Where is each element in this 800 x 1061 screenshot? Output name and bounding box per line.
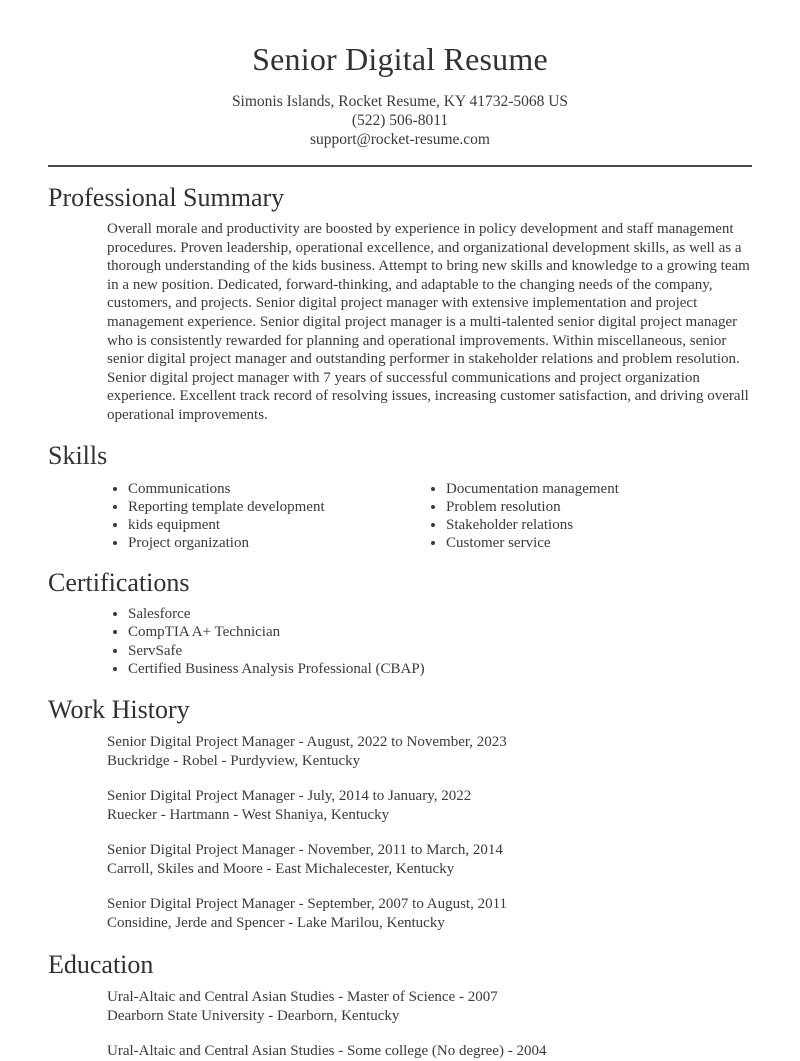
- skill-item: • Reporting template development: [128, 498, 425, 516]
- job-company-line: Carroll, Skiles and Moore - East Michalecester, Kentucky: [107, 860, 455, 877]
- job-company-line: Buckridge - Robel - Purdyview, Kentucky: [107, 752, 361, 769]
- work-history-entry: [107, 787, 752, 825]
- skill-item: • Documentation management: [446, 480, 619, 498]
- skills-columns: [107, 478, 752, 552]
- contact-phone: (522) 506-8011: [351, 112, 449, 129]
- work-history-entry: [107, 841, 752, 879]
- certification-item: • Certified Business Analysis Professional (CBAP): [128, 660, 752, 679]
- contact-email: support@rocket-resume.com: [310, 131, 490, 148]
- education-school-line: Dearborn State University - Dearborn, Kentucky: [107, 1007, 400, 1024]
- section-education: [48, 949, 752, 1061]
- skills-column-2: [425, 480, 619, 552]
- certification-item: • Salesforce: [128, 605, 752, 624]
- work-history-entry: [107, 895, 752, 933]
- resume-header: [48, 40, 752, 149]
- certifications-list: [107, 605, 752, 679]
- work-history-heading: Work History: [48, 694, 190, 724]
- contact-address: Simonis Islands, Rocket Resume, KY 41732-5068 US: [231, 93, 569, 110]
- section-professional-summary: [48, 182, 752, 425]
- skill-item: • Customer service: [446, 534, 619, 552]
- certification-item: • CompTIA A+ Technician: [128, 623, 752, 642]
- job-company-line: Considine, Jerde and Spencer - Lake Marilou, Kentucky: [107, 914, 445, 931]
- education-degree-line: Ural-Altaic and Central Asian Studies - Master of Science - 2007: [107, 988, 498, 1005]
- job-title-line: Senior Digital Project Manager - August, 2022 to November, 2023: [107, 733, 507, 750]
- job-title-line: Senior Digital Project Manager - September, 2007 to August, 2011: [107, 895, 508, 912]
- skills-heading: Skills: [48, 440, 108, 470]
- education-entry: [107, 1042, 752, 1061]
- certification-item: • ServSafe: [128, 642, 752, 661]
- section-skills: [48, 440, 752, 552]
- certifications-heading: Certifications: [48, 567, 190, 597]
- professional-summary-heading: Professional Summary: [48, 183, 285, 212]
- skill-item: • Project organization: [128, 534, 425, 552]
- header-divider: [48, 165, 752, 167]
- education-entry: [107, 988, 752, 1026]
- skill-item: • Communications: [128, 480, 425, 498]
- job-title-line: Senior Digital Project Manager - November, 2011 to March, 2014: [107, 841, 503, 858]
- skill-item: • Problem resolution: [446, 498, 619, 516]
- section-work-history: [48, 694, 752, 933]
- work-history-entry: [107, 733, 752, 771]
- skill-item: • Stakeholder relations: [446, 516, 619, 534]
- education-degree-line: Ural-Altaic and Central Asian Studies - Some college (No degree) - 2004: [107, 1042, 547, 1059]
- professional-summary-text: Overall morale and productivity are boosted by experience in policy development and staff management procedures. Proven leadership, operational excellence, and organizational development skills, as well as a thorough understanding of the kids business. Attempt to bring new skills and knowledge to a growing team in a new position. Dedicated, forward-thinking, and adaptable to the changing needs of the company, customers, and projects. Senior digital project manager with extensive implementation and project management experience. Senior digital project manager is a multi-talented senior digital project manager who is consistently rewarded for planning and operational improvements. Within miscellaneous, senior senior digital project manager and outstanding performer in stakeholder relations and problem resolution. Senior digital project manager with 7 years of successful communications and project organization experience. Excellent track record of resolving issues, increasing customer satisfaction, and driving overall operational improvements.: [107, 221, 750, 423]
- skill-item: • kids equipment: [128, 516, 425, 534]
- job-company-line: Ruecker - Hartmann - West Shaniya, Kentucky: [107, 806, 390, 823]
- skills-column-1: [107, 480, 425, 552]
- resume-title: Senior Digital Resume: [252, 41, 548, 77]
- education-heading: Education: [48, 949, 154, 979]
- section-certifications: [48, 567, 752, 679]
- job-title-line: Senior Digital Project Manager - July, 2014 to January, 2022: [107, 787, 472, 804]
